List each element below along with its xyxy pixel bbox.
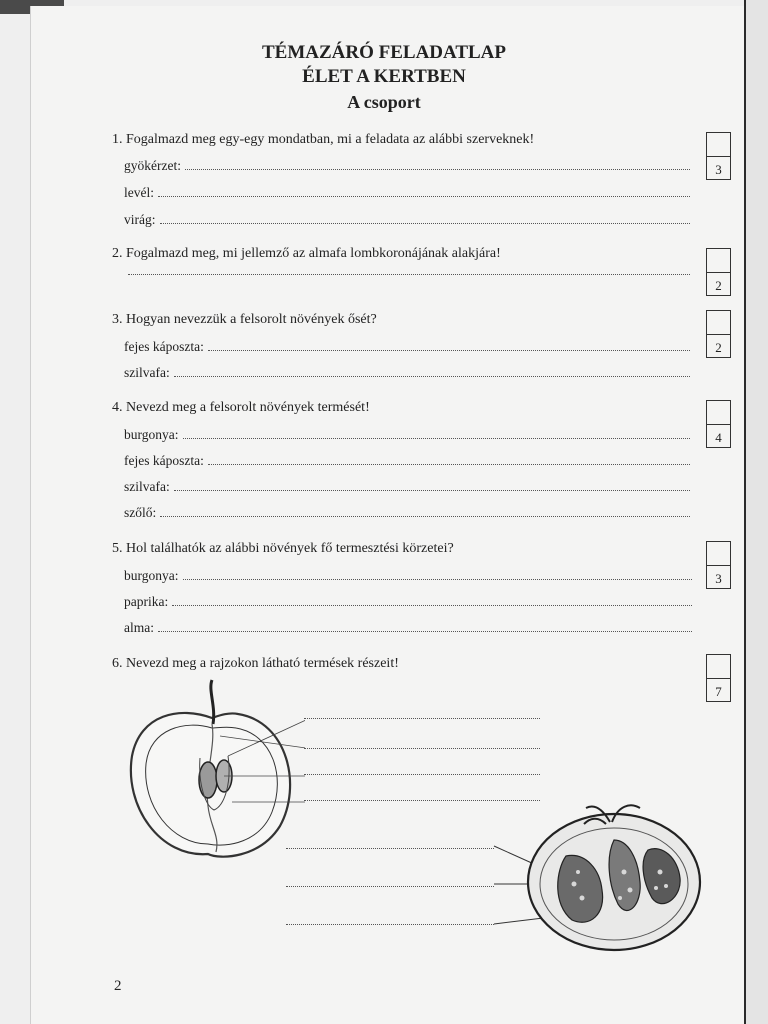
score-box[interactable] xyxy=(706,654,731,702)
dotted-line xyxy=(172,605,692,606)
group-label: A csoport xyxy=(347,92,421,112)
score-value: 4 xyxy=(715,430,722,445)
dotted-line xyxy=(160,516,690,517)
score-value: 7 xyxy=(715,684,722,699)
score-box[interactable] xyxy=(706,400,731,448)
tomato-label-line[interactable] xyxy=(286,848,494,849)
answer-label: paprika: xyxy=(124,594,169,609)
question-2: 2. Fogalmazd meg, mi jellemző az almafa lombkoronájának alakjára! xyxy=(112,246,501,261)
score-value: 2 xyxy=(715,340,722,355)
dotted-line xyxy=(160,223,691,224)
dotted-line xyxy=(174,376,690,377)
answer-label: levél: xyxy=(124,185,154,200)
answer-line[interactable] xyxy=(124,594,692,610)
dotted-line xyxy=(174,490,690,491)
answer-label: fejes káposzta: xyxy=(124,453,204,468)
answer-label: gyökérzet: xyxy=(124,158,181,173)
score-box[interactable] xyxy=(706,310,731,358)
score-value: 3 xyxy=(715,162,722,177)
page-subtitle: ÉLET A KERTBEN xyxy=(302,66,466,87)
question-6: 6. Nevezd meg a rajzokon látható termések részeit! xyxy=(112,656,399,671)
score-value: 3 xyxy=(715,571,722,586)
scan-binding-edge xyxy=(744,0,768,1024)
apple-label-line[interactable] xyxy=(304,748,540,749)
answer-line[interactable] xyxy=(124,620,692,636)
answer-line[interactable] xyxy=(124,479,690,495)
answer-label: alma: xyxy=(124,620,154,635)
answer-line[interactable] xyxy=(124,339,690,355)
answer-label: szilvafa: xyxy=(124,365,170,380)
question-1: 1. Fogalmazd meg egy-egy mondatban, mi a feladata az alábbi szerveknek! xyxy=(112,132,535,147)
tomato-label-line[interactable] xyxy=(286,924,494,925)
answer-label: szőlő: xyxy=(124,505,157,520)
answer-label: burgonya: xyxy=(124,568,179,583)
answer-line[interactable] xyxy=(124,568,692,584)
question-3: 3. Hogyan nevezzük a felsorolt növények ősét? xyxy=(112,312,377,327)
question-4: 4. Nevezd meg a felsorolt növények termését! xyxy=(112,400,370,415)
page-number: 2 xyxy=(114,978,122,994)
answer-line[interactable] xyxy=(124,505,690,521)
question-5: 5. Hol találhatók az alábbi növények fő termesztési körzetei? xyxy=(112,541,454,556)
answer-line[interactable] xyxy=(124,158,690,174)
score-value: 2 xyxy=(715,278,722,293)
score-box[interactable] xyxy=(706,541,731,589)
score-box[interactable] xyxy=(706,132,731,180)
apple-label-line[interactable] xyxy=(304,718,540,719)
answer-line[interactable] xyxy=(124,212,690,228)
tomato-cross-section-drawing xyxy=(490,794,712,956)
page-title: TÉMAZÁRÓ FELADATLAP xyxy=(261,42,507,63)
answer-line[interactable] xyxy=(124,185,690,201)
apple-label-line[interactable] xyxy=(304,774,540,775)
answer-label: burgonya: xyxy=(124,427,179,442)
dotted-line xyxy=(208,350,690,351)
dotted-line xyxy=(158,631,692,632)
dotted-line xyxy=(183,579,693,580)
apple-cross-section-drawing xyxy=(120,676,305,876)
dotted-line xyxy=(158,196,690,197)
answer-line[interactable] xyxy=(124,453,690,469)
answer-label: szilvafa: xyxy=(124,479,170,494)
dotted-line xyxy=(208,464,690,465)
answer-label: virág: xyxy=(124,212,156,227)
dotted-line xyxy=(183,438,691,439)
dotted-line xyxy=(185,169,690,170)
score-box[interactable] xyxy=(706,248,731,296)
dotted-line xyxy=(128,274,690,275)
answer-label: fejes káposzta: xyxy=(124,339,204,354)
answer-line[interactable] xyxy=(124,274,690,279)
answer-line[interactable] xyxy=(124,365,690,381)
tomato-label-line[interactable] xyxy=(286,886,494,887)
answer-line[interactable] xyxy=(124,427,690,443)
